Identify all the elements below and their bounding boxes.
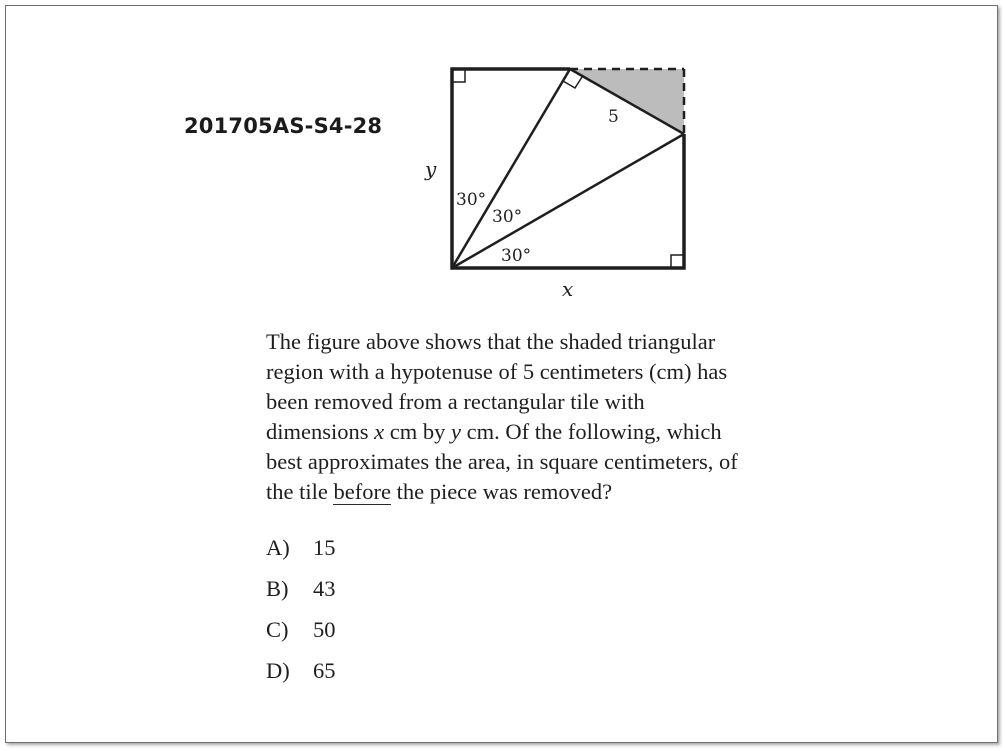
choice-value: 43 [313, 576, 336, 601]
choice-d[interactable] [266, 656, 336, 697]
question-line-6-b: the piece was removed? [390, 479, 613, 504]
question-line-4-c: cm. Of the following, which [461, 419, 722, 444]
diagonal-to-top [452, 69, 570, 268]
question-line-6-a: the tile [266, 479, 334, 504]
label-angle-3: 30° [501, 246, 532, 266]
variable-x: x [374, 419, 385, 444]
right-angle-marker-hypotenuse [563, 77, 582, 88]
choice-letter: A) [266, 535, 290, 560]
question-line-6 [266, 477, 856, 507]
answer-choices [266, 533, 336, 697]
label-angle-2: 30° [492, 207, 523, 227]
choice-a[interactable] [266, 533, 336, 574]
variable-y: y [451, 419, 462, 444]
choice-value: 65 [313, 658, 336, 683]
diagonal-to-right [452, 134, 684, 268]
label-x: x [562, 277, 574, 301]
choice-value: 50 [313, 617, 336, 642]
question-line-4-b: cm by [384, 419, 452, 444]
question-text [266, 327, 856, 507]
underlined-word: before [333, 479, 391, 504]
question-line-4-a: dimensions [266, 419, 375, 444]
question-line-4 [266, 417, 856, 447]
question-line-5: best approximates the area, in square centimeters, of [266, 449, 738, 474]
right-angle-marker-bottom-right [671, 255, 684, 268]
label-y: y [425, 157, 437, 181]
choice-c[interactable] [266, 615, 336, 656]
choice-letter: C) [266, 617, 289, 642]
right-angle-marker-top-left [452, 69, 465, 82]
choice-letter: B) [266, 576, 289, 601]
label-hypotenuse: 5 [608, 107, 619, 127]
question-line-2: region with a hypotenuse of 5 centimeters (cm) has [266, 359, 728, 384]
choice-letter: D) [266, 658, 290, 683]
choice-b[interactable] [266, 574, 336, 615]
choice-value: 15 [313, 535, 336, 560]
label-angle-1: 30° [456, 190, 487, 210]
problem-id: 201705AS-S4-28 [184, 114, 383, 138]
question-line-3: been removed from a rectangular tile with [266, 389, 645, 414]
question-line-1: The figure above shows that the shaded triangular [266, 329, 716, 354]
